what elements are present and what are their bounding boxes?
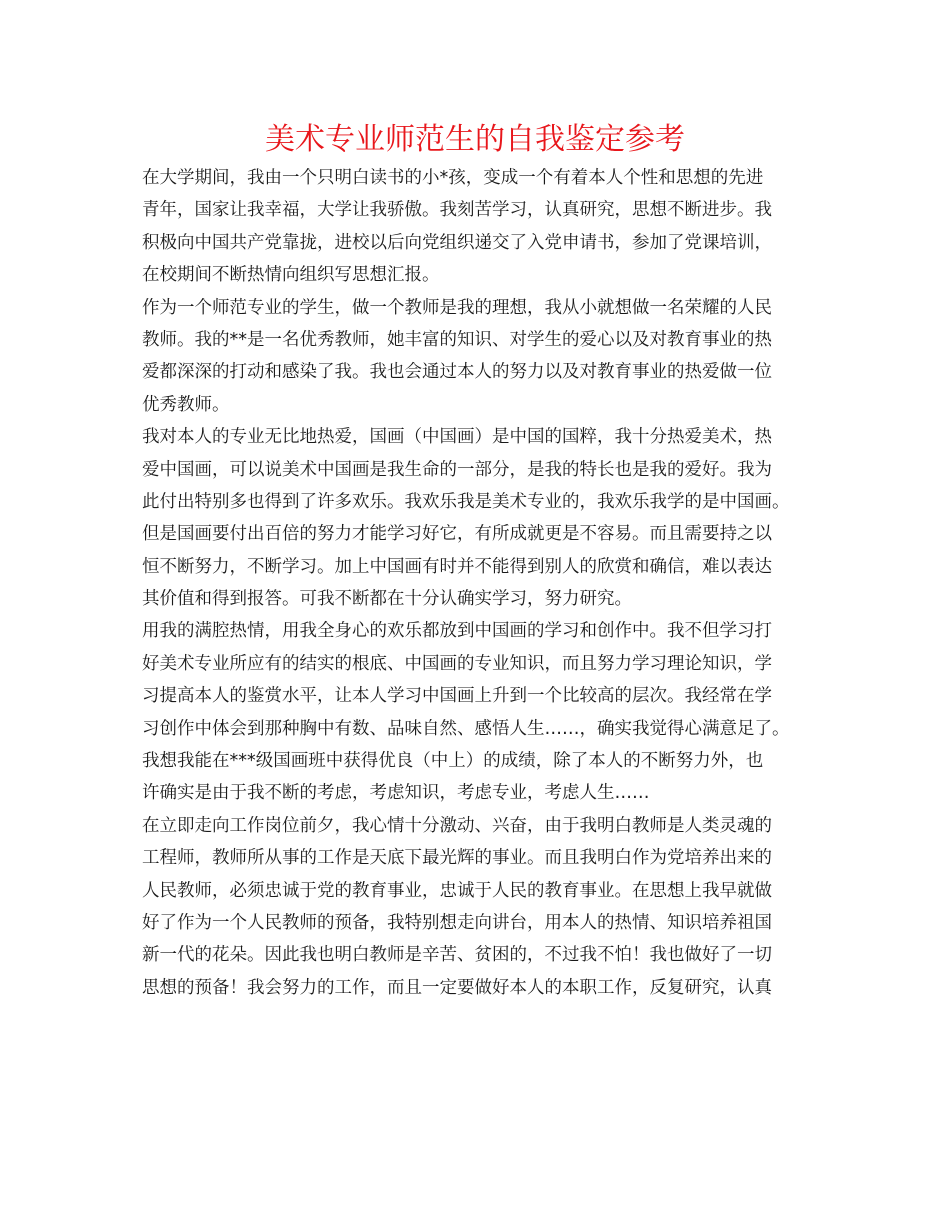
document-body bbox=[142, 162, 822, 1004]
text-line: 爱都深深的打动和感染了我。我也会通过本人的努力以及对教育事业的热爱做一位 bbox=[142, 362, 772, 383]
text-line: 此付出特别多也得到了许多欢乐。我欢乐我是美术专业的，我欢乐我学的是中国画。 bbox=[142, 491, 790, 512]
text-line: 优秀教师。 bbox=[142, 394, 230, 415]
text-line: 恒不断努力，不断学习。加上中国画有时并不能得到别人的欣赏和确信，难以表达 bbox=[142, 556, 772, 577]
text-line: 青年，国家让我幸福，大学让我骄傲。我刻苦学习，认真研究，思想不断进步。我 bbox=[142, 200, 772, 221]
text-line: 积极向中国共产党靠拢，进校以后向党组织递交了入党申请书，参加了党课培训， bbox=[142, 232, 772, 253]
text-line: 其价值和得到报答。可我不断都在十分认确实学习，努力研究。 bbox=[142, 589, 632, 610]
text-line: 在大学期间，我由一个只明白读书的小*孩，变成一个有着本人个性和思想的先进 bbox=[142, 168, 764, 188]
text-line: 好了作为一个人民教师的预备，我特别想走向讲台，用本人的热情、知识培养祖国 bbox=[142, 912, 772, 933]
text-line: 新一代的花朵。因此我也明白教师是辛苦、贫困的，不过我不怕！我也做好了一切 bbox=[142, 945, 772, 966]
text-line: 我对本人的专业无比地热爱，国画（中国画）是中国的国粹，我十分热爱美术，热 bbox=[142, 427, 772, 448]
text-line: 思想的预备！我会努力的工作，而且一定要做好本人的本职工作，反复研究，认真 bbox=[142, 977, 772, 998]
text-line: 我想我能在***级国画班中获得优良（中上）的成绩，除了本人的不断努力外，也 bbox=[142, 751, 764, 772]
text-line: 习提高本人的鉴赏水平，让本人学习中国画上升到一个比较高的层次。我经常在学 bbox=[142, 686, 772, 707]
text-line: 教师。我的**是一名优秀教师，她丰富的知识、对学生的爱心以及对教育事业的热 bbox=[142, 329, 772, 350]
document-title: 美术专业师范生的自我鉴定参考 bbox=[265, 122, 685, 157]
text-line: 许确实是由于我不断的考虑，考虑知识，考虑专业，考虑人生…… bbox=[142, 783, 650, 804]
text-line: 用我的满腔热情，用我全身心的欢乐都放到中国画的学习和创作中。我不但学习打 bbox=[142, 621, 772, 642]
text-line: 在校期间不断热情向组织写思想汇报。 bbox=[142, 265, 440, 286]
text-line: 作为一个师范专业的学生，做一个教师是我的理想，我从小就想做一名荣耀的人民 bbox=[142, 297, 772, 318]
text-line: 好美术专业所应有的结实的根底、中国画的专业知识，而且努力学习理论知识，学 bbox=[142, 653, 772, 674]
text-line: 工程师，教师所从事的工作是天底下最光辉的事业。而且我明白作为党培养出来的 bbox=[142, 848, 772, 869]
text-line: 在立即走向工作岗位前夕，我心情十分激动、兴奋，由于我明白教师是人类灵魂的 bbox=[142, 815, 772, 836]
text-line: 习创作中体会到那种胸中有数、品味自然、感悟人生……，确实我觉得心满意足了。 bbox=[142, 718, 790, 739]
text-line: 爱中国画，可以说美术中国画是我生命的一部分，是我的特长也是我的爱好。我为 bbox=[142, 459, 772, 480]
text-line: 但是国画要付出百倍的努力才能学习好它，有所成就更是不容易。而且需要持之以 bbox=[142, 524, 772, 545]
text-line: 人民教师，必须忠诚于党的教育事业，忠诚于人民的教育事业。在思想上我早就做 bbox=[142, 880, 772, 901]
